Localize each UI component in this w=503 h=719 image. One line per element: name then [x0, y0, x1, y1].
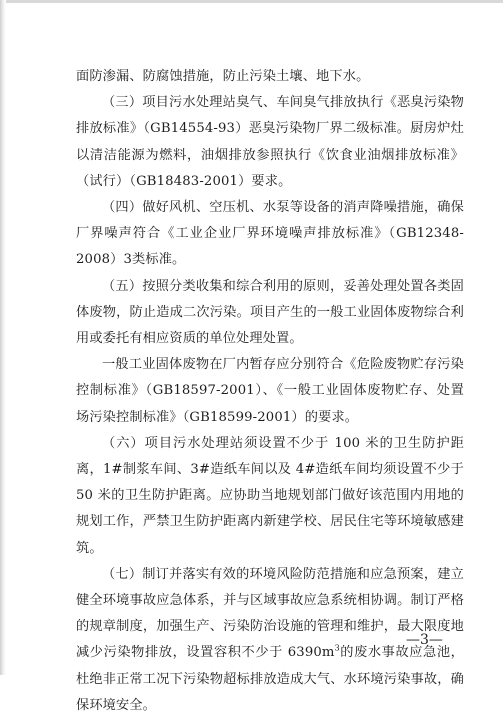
- item-7-text-before: （七）制订并落实有效的环境风险防范措施和应急预案，建立健全环境事故应急体系，并与区域事故应急系统相协调。制订严格的规章制度，加强生产、污染防治设施的管理和维护，最大限度地减少污染物排放，设置容积不少于 6390m: [76, 566, 464, 661]
- document-body: [76, 64, 464, 719]
- paragraph-item-5: （五）按照分类收集和综合利用的原则，妥善处理处置各类固体废物，防止造成二次污染。项目产生的一般工业固体废物综合利用或委托有相应资质的单位处理处置。: [76, 278, 464, 347]
- paragraph-item-5-sub: 一般工业固体废物在厂内暂存应分别符合《危险废物贮存污染控制标准》（GB18597-2001）、《一般工业固体废物贮存、处置场污染控制标准》（GB18599-2001）的要求。: [76, 357, 464, 425]
- scan-top-edge: [0, 0, 503, 3]
- paragraph-item-4: （四）做好风机、空压机、水泵等设备的消声降噪措施，确保厂界噪声符合《工业企业厂界环境噪声排放标准》（GB12348-2008）3类标准。: [76, 200, 464, 268]
- paragraph-item-6: （六）项目污水处理站须设置不少于 100 米的卫生防护距离，1#制浆车间、3#造纸车间以及 4#造纸车间均须设置不少于 50 米的卫生防护距离。应协助当地规划部门做好该范围内用地的规划工作，严禁卫生防护距离内新建学校、居民住宅等环境敏感建筑。: [76, 435, 464, 556]
- page-number: —3—: [406, 632, 443, 648]
- paragraph-item-3: （三）项目污水处理站臭气、车间臭气排放执行《恶臭污染物排放标准》（GB14554-93）恶臭污染物厂界二级标准。厨房炉灶以清洁能源为燃料，油烟排放参照执行《饮食业油烟排放标准》（试行）（GB18483-2001）要求。: [76, 95, 464, 189]
- scan-left-edge: [0, 0, 6, 675]
- superscript-3: 3: [334, 644, 340, 654]
- item-7-text-after: 的废水事故应急池，杜绝非正常工况下污染物超标排放造成大气、水环境污染事故，确保环境安全。: [76, 645, 464, 713]
- paragraph-continuation: 面防渗漏、防腐蚀措施，防止污染土壤、地下水。: [76, 69, 370, 84]
